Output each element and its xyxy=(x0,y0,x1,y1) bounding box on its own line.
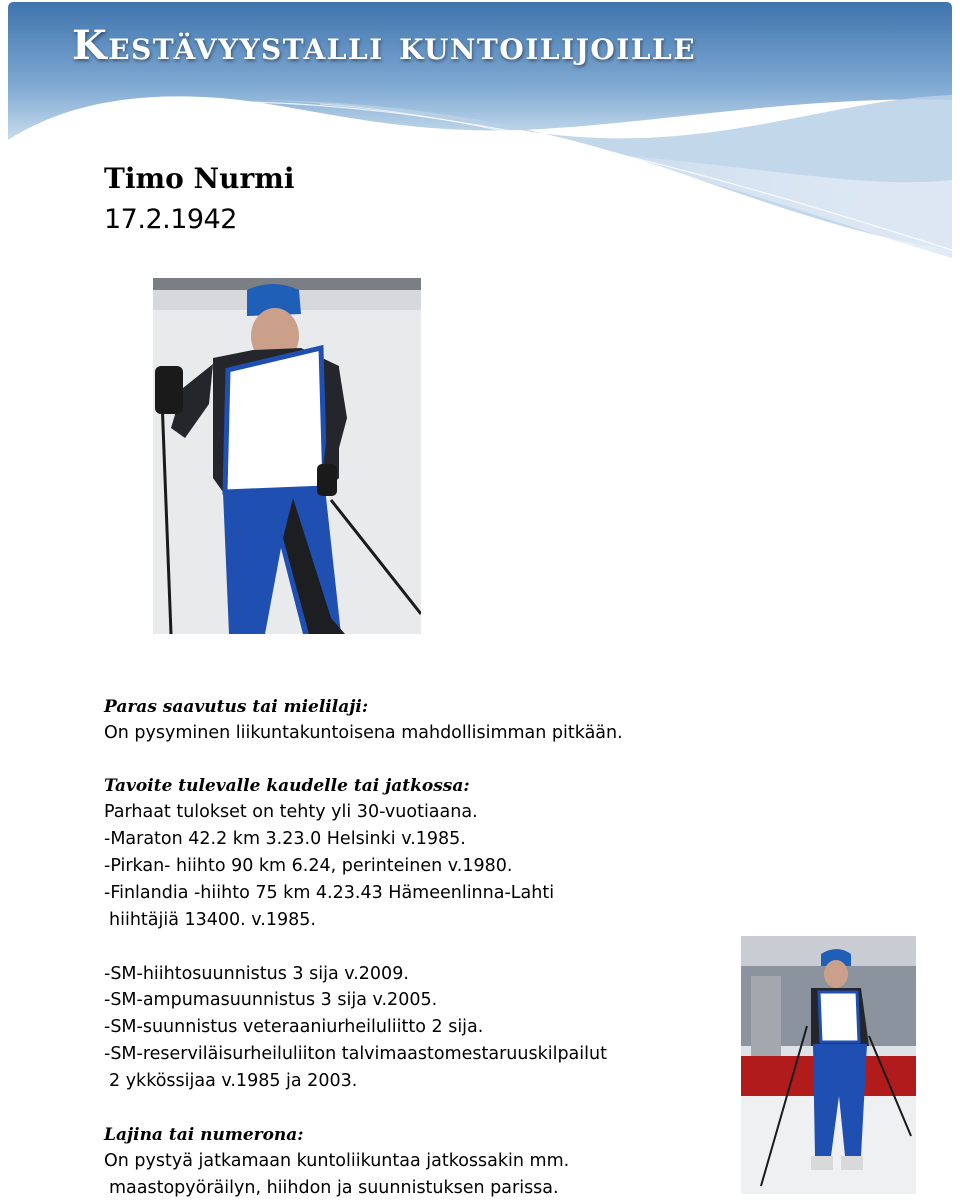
goal-line: hiihtäjiä 13400. v.1985. xyxy=(109,910,316,930)
person-name: Timo Nurmi xyxy=(104,162,295,195)
best-achievement-text: On pysyminen liikuntakuntoisena mahdollisimman pitkään. xyxy=(104,723,623,743)
goal-line: -SM-suunnistus veteraaniurheiluliitto 2 sija. xyxy=(104,1017,484,1037)
goal-line: -Maraton 42.2 km 3.23.0 Helsinki v.1985. xyxy=(104,829,466,849)
goal-line: Parhaat tulokset on tehty yli 30-vuotiaana. xyxy=(104,802,478,822)
skier-race-photo xyxy=(741,936,916,1194)
motto-line: On pystyä jatkamaan kuntoliikuntaa jatkossakin mm. xyxy=(104,1151,570,1171)
goal-line: -SM-hiihtosuunnistus 3 sija v.2009. xyxy=(104,964,409,984)
best-achievement-heading: Paras saavutus tai mielilaji: xyxy=(104,697,369,717)
goal-line: -Pirkan- hiihto 90 km 6.24, perinteinen v.1980. xyxy=(104,856,513,876)
goal-line: -SM-reserviläisurheiluliiton talvimaastomestaruuskilpailut xyxy=(104,1044,607,1064)
goal-line: -Finlandia -hiihto 75 km 4.23.43 Hämeenlinna-Lahti xyxy=(104,883,555,903)
skier-photo xyxy=(153,278,421,634)
motto-line: maastopyöräilyn, hiihdon ja suunnistuksen parissa. xyxy=(109,1178,559,1198)
goal-line: 2 ykkössijaa v.1985 ja 2003. xyxy=(109,1071,358,1091)
goal-heading: Tavoite tulevalle kaudelle tai jatkossa: xyxy=(104,776,470,796)
goal-line: -SM-ampumasuunnistus 3 sija v.2005. xyxy=(104,990,438,1010)
motto-heading: Lajina tai numerona: xyxy=(104,1125,304,1145)
person-birthdate: 17.2.1942 xyxy=(104,204,237,235)
page-title: Kestävyystalli kuntoilijoille xyxy=(72,22,697,69)
